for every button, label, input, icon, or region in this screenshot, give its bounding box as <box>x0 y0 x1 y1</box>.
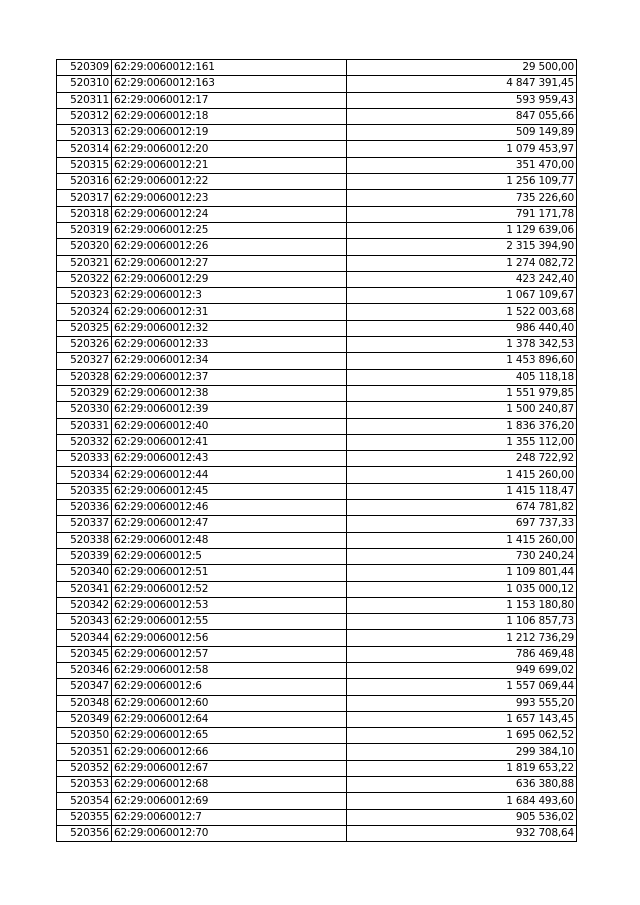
table-row <box>57 500 577 516</box>
cadastral-value-cell: 735 226,60 <box>347 190 577 206</box>
row-id-cell: 520310 <box>57 76 112 92</box>
cadastral-value-cell: 1 106 857,73 <box>347 614 577 630</box>
cadastral-value-cell: 1 415 260,00 <box>347 467 577 483</box>
row-id-cell: 520334 <box>57 467 112 483</box>
cadastral-number-cell: 62:29:0060012:60 <box>112 695 347 711</box>
cadastral-value-cell: 1 079 453,97 <box>347 141 577 157</box>
cadastral-number-cell: 62:29:0060012:6 <box>112 679 347 695</box>
cadastral-number-cell: 62:29:0060012:43 <box>112 451 347 467</box>
cadastral-value-cell: 4 847 391,45 <box>347 76 577 92</box>
table-row <box>57 304 577 320</box>
cadastral-value-cell: 791 171,78 <box>347 206 577 222</box>
table-row <box>57 320 577 336</box>
row-id-cell: 520320 <box>57 239 112 255</box>
table-row <box>57 76 577 92</box>
cadastral-value-cell: 1 684 493,60 <box>347 793 577 809</box>
table-body <box>57 60 577 842</box>
cadastral-value-cell: 1 153 180,80 <box>347 597 577 613</box>
table-row <box>57 744 577 760</box>
table-row <box>57 809 577 825</box>
cadastral-value-cell: 423 242,40 <box>347 271 577 287</box>
cadastral-value-cell: 1 551 979,85 <box>347 385 577 401</box>
cadastral-value-cell: 351 470,00 <box>347 157 577 173</box>
row-id-cell: 520344 <box>57 630 112 646</box>
table-row <box>57 92 577 108</box>
cadastral-number-cell: 62:29:0060012:69 <box>112 793 347 809</box>
table-row <box>57 190 577 206</box>
cadastral-number-cell: 62:29:0060012:38 <box>112 385 347 401</box>
cadastral-value-cell: 1 415 260,00 <box>347 532 577 548</box>
row-id-cell: 520317 <box>57 190 112 206</box>
row-id-cell: 520331 <box>57 418 112 434</box>
row-id-cell: 520355 <box>57 809 112 825</box>
row-id-cell: 520348 <box>57 695 112 711</box>
cadastral-value-cell: 1 657 143,45 <box>347 711 577 727</box>
row-id-cell: 520322 <box>57 271 112 287</box>
cadastral-number-cell: 62:29:0060012:33 <box>112 337 347 353</box>
row-id-cell: 520339 <box>57 548 112 564</box>
cadastral-number-cell: 62:29:0060012:7 <box>112 809 347 825</box>
row-id-cell: 520336 <box>57 500 112 516</box>
cadastral-number-cell: 62:29:0060012:5 <box>112 548 347 564</box>
cadastral-number-cell: 62:29:0060012:3 <box>112 288 347 304</box>
cadastral-value-cell: 1 415 118,47 <box>347 483 577 499</box>
row-id-cell: 520314 <box>57 141 112 157</box>
cadastral-value-cell: 299 384,10 <box>347 744 577 760</box>
cadastral-value-cell: 1 819 653,22 <box>347 760 577 776</box>
table-row <box>57 711 577 727</box>
row-id-cell: 520318 <box>57 206 112 222</box>
cadastral-value-cell: 509 149,89 <box>347 125 577 141</box>
cadastral-number-cell: 62:29:0060012:56 <box>112 630 347 646</box>
cadastral-number-cell: 62:29:0060012:26 <box>112 239 347 255</box>
cadastral-value-cell: 674 781,82 <box>347 500 577 516</box>
table-row <box>57 141 577 157</box>
cadastral-value-cell: 1 274 082,72 <box>347 255 577 271</box>
cadastral-number-cell: 62:29:0060012:27 <box>112 255 347 271</box>
cadastral-value-cell: 847 055,66 <box>347 108 577 124</box>
cadastral-value-cell: 1 378 342,53 <box>347 337 577 353</box>
table-row <box>57 60 577 76</box>
table-row <box>57 777 577 793</box>
row-id-cell: 520350 <box>57 728 112 744</box>
cadastral-value-cell: 593 959,43 <box>347 92 577 108</box>
table-row <box>57 418 577 434</box>
cadastral-number-cell: 62:29:0060012:31 <box>112 304 347 320</box>
row-id-cell: 520352 <box>57 760 112 776</box>
row-id-cell: 520327 <box>57 353 112 369</box>
table-row <box>57 402 577 418</box>
row-id-cell: 520321 <box>57 255 112 271</box>
table-row <box>57 288 577 304</box>
row-id-cell: 520354 <box>57 793 112 809</box>
cadastral-number-cell: 62:29:0060012:58 <box>112 662 347 678</box>
table-row <box>57 353 577 369</box>
cadastral-number-cell: 62:29:0060012:29 <box>112 271 347 287</box>
table-row <box>57 662 577 678</box>
table-row <box>57 369 577 385</box>
cadastral-value-cell: 1 695 062,52 <box>347 728 577 744</box>
cadastral-value-cell: 949 699,02 <box>347 662 577 678</box>
cadastral-value-cell: 29 500,00 <box>347 60 577 76</box>
table-row <box>57 239 577 255</box>
cadastral-value-cell: 248 722,92 <box>347 451 577 467</box>
row-id-cell: 520319 <box>57 222 112 238</box>
table-row <box>57 125 577 141</box>
cadastral-value-cell: 1 109 801,44 <box>347 565 577 581</box>
row-id-cell: 520332 <box>57 434 112 450</box>
row-id-cell: 520343 <box>57 614 112 630</box>
cadastral-value-cell: 1 453 896,60 <box>347 353 577 369</box>
cadastral-value-cell: 636 380,88 <box>347 777 577 793</box>
table-row <box>57 548 577 564</box>
cadastral-number-cell: 62:29:0060012:41 <box>112 434 347 450</box>
table-row <box>57 483 577 499</box>
table-row <box>57 695 577 711</box>
row-id-cell: 520328 <box>57 369 112 385</box>
cadastral-number-cell: 62:29:0060012:70 <box>112 825 347 841</box>
row-id-cell: 520326 <box>57 337 112 353</box>
table-row <box>57 793 577 809</box>
row-id-cell: 520347 <box>57 679 112 695</box>
cadastral-value-cell: 786 469,48 <box>347 646 577 662</box>
table-row <box>57 255 577 271</box>
cadastral-number-cell: 62:29:0060012:37 <box>112 369 347 385</box>
row-id-cell: 520311 <box>57 92 112 108</box>
cadastral-number-cell: 62:29:0060012:66 <box>112 744 347 760</box>
table-row <box>57 434 577 450</box>
table-row <box>57 630 577 646</box>
cadastral-value-cell: 730 240,24 <box>347 548 577 564</box>
row-id-cell: 520338 <box>57 532 112 548</box>
row-id-cell: 520342 <box>57 597 112 613</box>
cadastral-number-cell: 62:29:0060012:47 <box>112 516 347 532</box>
cadastral-number-cell: 62:29:0060012:65 <box>112 728 347 744</box>
row-id-cell: 520324 <box>57 304 112 320</box>
cadastral-number-cell: 62:29:0060012:161 <box>112 60 347 76</box>
cadastral-value-cell: 2 315 394,90 <box>347 239 577 255</box>
row-id-cell: 520337 <box>57 516 112 532</box>
cadastral-number-cell: 62:29:0060012:25 <box>112 222 347 238</box>
row-id-cell: 520356 <box>57 825 112 841</box>
cadastral-number-cell: 62:29:0060012:67 <box>112 760 347 776</box>
cadastral-number-cell: 62:29:0060012:18 <box>112 108 347 124</box>
cadastral-number-cell: 62:29:0060012:55 <box>112 614 347 630</box>
cadastral-number-cell: 62:29:0060012:39 <box>112 402 347 418</box>
table-row <box>57 646 577 662</box>
table-row <box>57 597 577 613</box>
cadastral-value-cell: 1 557 069,44 <box>347 679 577 695</box>
table-row <box>57 467 577 483</box>
cadastral-value-cell: 405 118,18 <box>347 369 577 385</box>
cadastral-number-cell: 62:29:0060012:19 <box>112 125 347 141</box>
cadastral-value-cell: 1 836 376,20 <box>347 418 577 434</box>
row-id-cell: 520335 <box>57 483 112 499</box>
cadastral-value-cell: 1 129 639,06 <box>347 222 577 238</box>
row-id-cell: 520309 <box>57 60 112 76</box>
row-id-cell: 520351 <box>57 744 112 760</box>
table-row <box>57 108 577 124</box>
table-row <box>57 206 577 222</box>
table-row <box>57 222 577 238</box>
row-id-cell: 520330 <box>57 402 112 418</box>
cadastral-number-cell: 62:29:0060012:40 <box>112 418 347 434</box>
table-row <box>57 271 577 287</box>
cadastral-value-cell: 905 536,02 <box>347 809 577 825</box>
cadastral-value-cell: 932 708,64 <box>347 825 577 841</box>
cadastral-number-cell: 62:29:0060012:53 <box>112 597 347 613</box>
cadastral-number-cell: 62:29:0060012:52 <box>112 581 347 597</box>
table-row <box>57 825 577 841</box>
cadastral-number-cell: 62:29:0060012:24 <box>112 206 347 222</box>
cadastral-number-cell: 62:29:0060012:57 <box>112 646 347 662</box>
cadastral-value-cell: 1 212 736,29 <box>347 630 577 646</box>
table-row <box>57 157 577 173</box>
cadastral-number-cell: 62:29:0060012:17 <box>112 92 347 108</box>
cadastral-value-cell: 1 355 112,00 <box>347 434 577 450</box>
table-row <box>57 581 577 597</box>
cadastral-value-cell: 697 737,33 <box>347 516 577 532</box>
row-id-cell: 520333 <box>57 451 112 467</box>
row-id-cell: 520325 <box>57 320 112 336</box>
row-id-cell: 520345 <box>57 646 112 662</box>
table-row <box>57 565 577 581</box>
table-row <box>57 679 577 695</box>
table-row <box>57 516 577 532</box>
cadastral-number-cell: 62:29:0060012:22 <box>112 174 347 190</box>
cadastral-number-cell: 62:29:0060012:51 <box>112 565 347 581</box>
table-row <box>57 451 577 467</box>
table-row <box>57 614 577 630</box>
row-id-cell: 520349 <box>57 711 112 727</box>
cadastral-value-cell: 1 067 109,67 <box>347 288 577 304</box>
row-id-cell: 520313 <box>57 125 112 141</box>
cadastral-number-cell: 62:29:0060012:34 <box>112 353 347 369</box>
row-id-cell: 520341 <box>57 581 112 597</box>
table-row <box>57 760 577 776</box>
table-row <box>57 728 577 744</box>
cadastral-number-cell: 62:29:0060012:163 <box>112 76 347 92</box>
row-id-cell: 520346 <box>57 662 112 678</box>
row-id-cell: 520312 <box>57 108 112 124</box>
cadastral-value-table <box>56 59 577 842</box>
cadastral-number-cell: 62:29:0060012:68 <box>112 777 347 793</box>
row-id-cell: 520340 <box>57 565 112 581</box>
cadastral-number-cell: 62:29:0060012:64 <box>112 711 347 727</box>
cadastral-value-cell: 993 555,20 <box>347 695 577 711</box>
cadastral-number-cell: 62:29:0060012:23 <box>112 190 347 206</box>
cadastral-number-cell: 62:29:0060012:46 <box>112 500 347 516</box>
cadastral-value-cell: 1 522 003,68 <box>347 304 577 320</box>
row-id-cell: 520353 <box>57 777 112 793</box>
row-id-cell: 520316 <box>57 174 112 190</box>
table-row <box>57 532 577 548</box>
cadastral-number-cell: 62:29:0060012:32 <box>112 320 347 336</box>
cadastral-number-cell: 62:29:0060012:48 <box>112 532 347 548</box>
row-id-cell: 520315 <box>57 157 112 173</box>
cadastral-number-cell: 62:29:0060012:45 <box>112 483 347 499</box>
table-row <box>57 337 577 353</box>
table-row <box>57 385 577 401</box>
cadastral-number-cell: 62:29:0060012:21 <box>112 157 347 173</box>
cadastral-value-cell: 1 500 240,87 <box>347 402 577 418</box>
cadastral-value-cell: 1 256 109,77 <box>347 174 577 190</box>
cadastral-number-cell: 62:29:0060012:20 <box>112 141 347 157</box>
cadastral-value-cell: 986 440,40 <box>347 320 577 336</box>
row-id-cell: 520323 <box>57 288 112 304</box>
cadastral-value-cell: 1 035 000,12 <box>347 581 577 597</box>
table-row <box>57 174 577 190</box>
row-id-cell: 520329 <box>57 385 112 401</box>
cadastral-number-cell: 62:29:0060012:44 <box>112 467 347 483</box>
